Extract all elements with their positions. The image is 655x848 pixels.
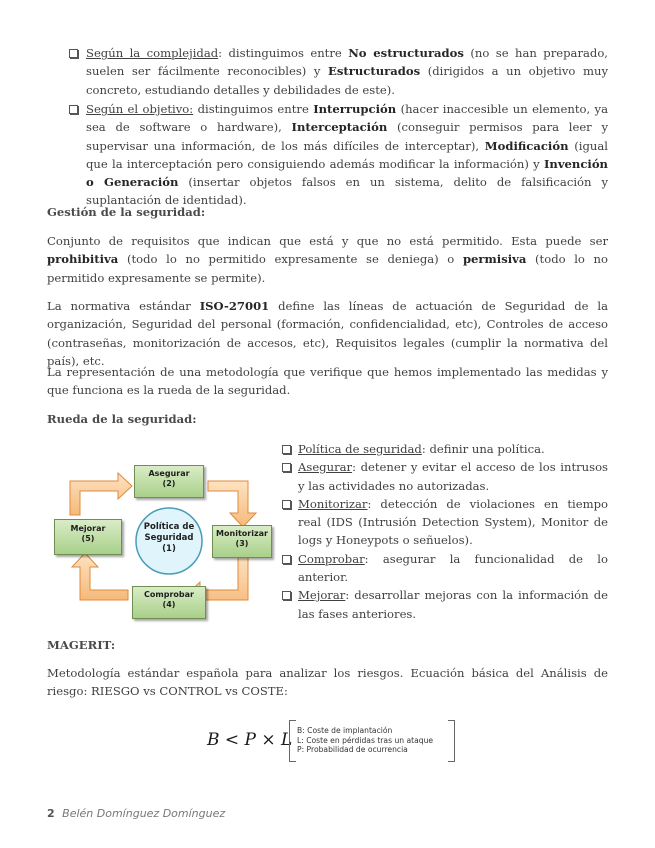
rueda-list	[298, 440, 608, 623]
box-asegurar: Asegurar (2)	[134, 465, 204, 498]
term-objetivo: Según el objetivo:	[86, 102, 194, 116]
box-comprobar: Comprobar (4)	[132, 586, 206, 619]
arrow-asegurar-monitorizar	[208, 481, 256, 527]
security-wheel-diagram	[48, 455, 270, 625]
box-monitorizar: Monitorizar (3)	[212, 525, 272, 558]
bullet-icon	[69, 49, 78, 58]
paragraph-gestion-2: La normativa estándar ISO-27001 define las líneas de actuación de Seguridad de la organización, Seguridad del personal (formación, confidencialidad, etc), Controles de acceso (contraseñas, monitorización de accesos, etc), Requisitos legales (cumplir la normativa del país), etc.	[47, 299, 608, 368]
heading-rueda: Rueda de la seguridad:	[47, 412, 197, 426]
list-item: Monitorizar: detección de violaciones en tiempo real (IDS (Intrusión Detection System), Monitor de logs y Honeypots o señuelos).	[282, 495, 608, 550]
paragraph-gestion-3: La representación de una metodología que verifique que hemos implementado las medidas y que funciona es la rueda de la seguridad.	[47, 365, 608, 398]
bullet-icon	[282, 555, 291, 564]
paragraph-gestion-1: Conjunto de requisitos que indican que está y que no está permitido. Esta puede ser prohibitiva (todo lo no permitido expresamente se deniega) o permisiva (todo lo no permitido expresamente se permite).	[47, 234, 608, 285]
formula-brace-left	[289, 720, 296, 762]
bullet-icon	[282, 500, 291, 509]
bullet-complejidad: Según la complejidad: distinguimos entre No estructurados (no se han preparado, suelen ser fácilmente reconocibles) y Estructurados (dirigidos a un objetivo muy concreto, estudiando detalles y debilidades de este).	[86, 46, 608, 97]
arrow-mejorar-asegurar	[70, 473, 132, 515]
list-item: Política de seguridad: definir una política.	[282, 440, 608, 458]
author-name: Belén Domínguez Domínguez	[62, 807, 226, 820]
center-policy-label: Política de Seguridad (1)	[143, 522, 195, 554]
formula-brace-right	[448, 720, 455, 762]
list-item: Mejorar: desarrollar mejoras con la información de las fases anteriores.	[282, 586, 608, 623]
list-item: Comprobar: asegurar la funcionalidad de lo anterior.	[282, 550, 608, 587]
risk-formula: B < P × L	[207, 730, 293, 750]
bullet-icon	[69, 105, 78, 114]
paragraph-magerit: Metodología estándar española para analizar los riesgos. Ecuación básica del Análisis de riesgo: RIESGO vs CONTROL vs COSTE:	[47, 666, 608, 699]
heading-magerit: MAGERIT:	[47, 638, 116, 652]
bullet-icon	[282, 591, 291, 600]
bullet-objetivo: Según el objetivo: distinguimos entre Interrupción (hacer inaccesible un elemento, ya sea de software o hardware), Interceptación (conseguir permisos para leer y supervisar una información, de los más difíciles de interceptar), Modificación (igual que la interceptación pero consiguiendo además modificar la información) y Invención o Generación (insertar objetos falsos en un sistema, delito de falsificación y suplantación de identidad).	[86, 102, 608, 208]
box-mejorar: Mejorar (5)	[54, 519, 122, 555]
heading-gestion: Gestión de la seguridad:	[47, 205, 206, 219]
formula-legend: B: Coste de implantación L: Coste en pérdidas tras un ataque P: Probabilidad de ocurrencia	[297, 726, 434, 754]
bullet-icon	[282, 445, 291, 454]
bullet-icon	[282, 463, 291, 472]
page-number: 2	[47, 807, 55, 820]
term-complejidad: Según la complejidad	[86, 46, 219, 60]
list-item: Asegurar: detener y evitar el acceso de los intrusos y las actividades no autorizadas.	[282, 458, 608, 495]
arrow-comprobar-mejorar	[72, 553, 128, 600]
page-footer	[47, 805, 225, 823]
